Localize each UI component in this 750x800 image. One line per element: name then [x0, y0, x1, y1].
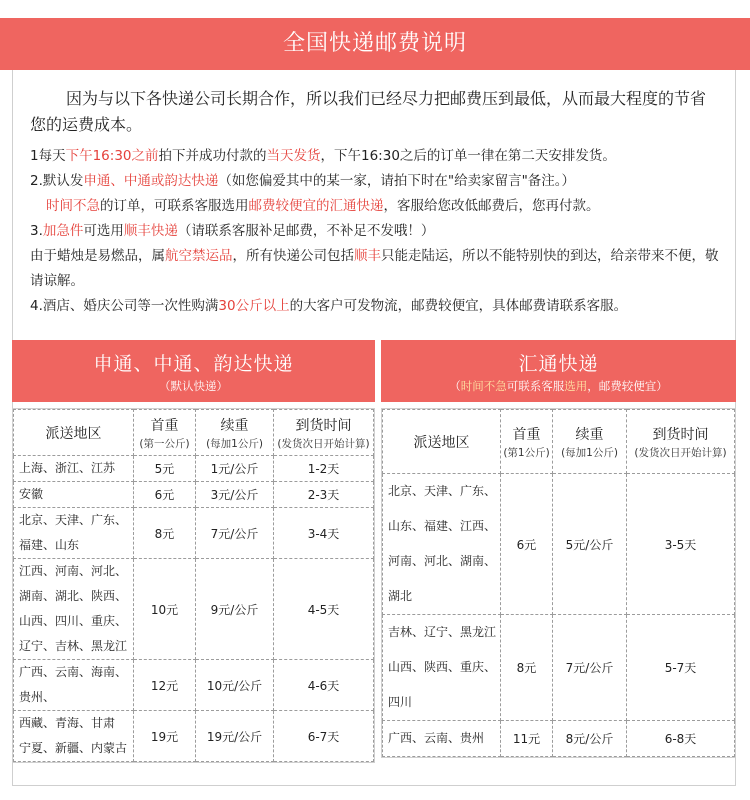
right-cell-time: 3-5天: [627, 474, 735, 615]
right-rate-table: [382, 409, 735, 757]
table-row: [383, 615, 735, 721]
area-line: 山东、福建、江西、: [388, 519, 497, 533]
left-cell-first: 8元: [134, 508, 196, 559]
rule-2b: [30, 194, 730, 219]
area-line: 四川: [388, 695, 413, 709]
table-row: [14, 559, 374, 660]
table-row: [383, 474, 735, 615]
left-cell-time: 1-2天: [274, 456, 374, 482]
left-section-subtitle: （默认快递）: [159, 379, 228, 393]
intro-paragraph: [30, 86, 720, 138]
rule-3-highlight-sf: 顺丰快递: [123, 223, 178, 239]
rule-1: [30, 144, 730, 169]
rule-1-text-e: ，下午16:30之后的订单一律在第二天安排发货。: [320, 148, 616, 164]
right-cell-time: 6-8天: [627, 721, 735, 757]
left-cell-area: [14, 508, 134, 559]
left-header-time-sub: (发货次日开始计算): [277, 437, 370, 450]
intro-text: 因为与以下各快递公司长期合作，所以我们已经尽力把邮费压到最低，从而最大程度的节省您的运费成本。: [30, 89, 707, 134]
left-cell-time: 6-7天: [274, 711, 374, 762]
left-header-cont-label: 续重: [220, 417, 249, 434]
left-cell-time: 4-6天: [274, 660, 374, 711]
rule-2-text-a: 2.默认发: [30, 173, 84, 189]
right-section-header: [381, 340, 736, 402]
left-header-first-sub: (第一公斤): [139, 437, 190, 450]
left-cell-area: [14, 711, 134, 762]
left-header-time-label: 到货时间: [295, 417, 352, 434]
left-cell-area: [14, 660, 134, 711]
left-header-area: 派送地区: [14, 410, 134, 456]
right-cell-first: 8元: [501, 615, 553, 721]
right-header-cont-sub: (每加1公斤): [561, 446, 618, 459]
area-line: 湖南、湖北、陕西、: [19, 589, 128, 603]
area-line: 河南、河北、湖南、: [388, 554, 497, 568]
rule-3b-text-e: 只能走陆运，所以不能特别快的到达，给亲带来不便，敬请谅解。: [30, 248, 719, 289]
area-line: 上海、浙江、江苏: [19, 461, 116, 475]
right-cell-first: 6元: [501, 474, 553, 615]
area-line: 北京、天津、广东、: [388, 484, 497, 498]
right-cell-cont: 8元/公斤: [553, 721, 627, 757]
table-row: [14, 482, 374, 508]
left-header-cont-sub: (每加1公斤): [206, 437, 263, 450]
area-line: 广西、云南、海南、: [19, 665, 128, 679]
right-cell-time: 5-7天: [627, 615, 735, 721]
right-rate-table-wrap: [381, 408, 736, 758]
area-line: 吉林、辽宁、黑龙江: [388, 625, 497, 639]
right-header-first: [501, 410, 553, 474]
right-header-first-label: 首重: [512, 426, 541, 443]
rule-3b-highlight-air-ban: 航空禁运品: [165, 248, 233, 264]
right-cell-first: 11元: [501, 721, 553, 757]
area-line: 辽宁、吉林、黑龙江: [19, 639, 128, 653]
left-cell-first: 19元: [134, 711, 196, 762]
left-header-first-label: 首重: [150, 417, 179, 434]
right-subtitle-e: ，邮费较便宜）: [587, 379, 668, 393]
left-rate-table: [13, 409, 374, 762]
table-row: [14, 660, 374, 711]
rule-4-text-a: 4.酒店、婚庆公司等一次性购满: [30, 298, 219, 314]
area-line: 安徽: [19, 487, 44, 501]
rule-2b-text-d: ，客服给您改低邮费后，您再付款。: [383, 198, 600, 214]
rule-2: [30, 169, 730, 194]
left-cell-time: 3-4天: [274, 508, 374, 559]
area-line: 贵州、: [19, 690, 56, 704]
left-cell-area: [14, 456, 134, 482]
rule-4-highlight-30kg: 30公斤以上: [218, 298, 290, 314]
left-header-cont: [196, 410, 274, 456]
left-cell-time: 4-5天: [274, 559, 374, 660]
area-line: 湖北: [388, 589, 413, 603]
rule-1-highlight-cutoff: 下午16:30之前: [65, 148, 159, 164]
rule-3-text-c: 可选用: [83, 223, 124, 239]
right-cell-area: [383, 615, 501, 721]
page-title: 全国快递邮费说明: [282, 31, 467, 56]
left-rate-table-body: [14, 456, 374, 762]
rule-3: [30, 219, 730, 244]
left-cell-time: 2-3天: [274, 482, 374, 508]
left-cell-area: [14, 482, 134, 508]
left-cell-cont: 3元/公斤: [196, 482, 274, 508]
area-line: 广西、云南、贵州: [388, 731, 485, 745]
area-line: 山西、陕西、重庆、: [388, 660, 497, 674]
rule-3-text-e: （请联系客服补足邮费，不补足不发哦！）: [177, 223, 435, 239]
rule-2b-highlight-not-urgent: 时间不急: [46, 198, 100, 214]
left-section-title: 申通、中通、韵达快递: [93, 353, 294, 375]
left-cell-area: [14, 559, 134, 660]
left-cell-first: 12元: [134, 660, 196, 711]
left-cell-first: 5元: [134, 456, 196, 482]
rule-2-highlight-couriers: 申通、中通或韵达快递: [83, 173, 219, 189]
right-header-cont-label: 续重: [575, 426, 604, 443]
area-line: 福建、山东: [19, 538, 80, 552]
area-line: 北京、天津、广东、: [19, 513, 128, 527]
rule-2b-text-b: 的订单，可联系客服选用: [100, 198, 249, 214]
rule-4-text-c: 的大客户可发物流，邮费较便宜，具体邮费请联系客服。: [289, 298, 628, 314]
right-subtitle-b: 时间不急: [460, 379, 507, 393]
left-cell-cont: 9元/公斤: [196, 559, 274, 660]
right-header-time-label: 到货时间: [652, 426, 709, 443]
rule-2-text-c: （如您偏爱其中的某一家，请拍下时在"给卖家留言"备注。）: [218, 173, 576, 189]
area-line: 江西、河南、河北、: [19, 564, 128, 578]
area-line: 山西、四川、重庆、: [19, 614, 128, 628]
left-header-first: [134, 410, 196, 456]
left-cell-cont: 7元/公斤: [196, 508, 274, 559]
left-cell-cont: 10元/公斤: [196, 660, 274, 711]
rule-3b-text-c: ，所有快递公司包括: [232, 248, 354, 264]
area-line: 宁夏、新疆、内蒙古: [19, 741, 128, 755]
right-subtitle-a: （: [449, 379, 461, 393]
table-row: [14, 508, 374, 559]
left-cell-first: 6元: [134, 482, 196, 508]
right-subtitle-d: 选用: [564, 379, 588, 393]
left-cell-first: 10元: [134, 559, 196, 660]
rule-4: [30, 294, 730, 319]
rule-3b: [30, 244, 730, 294]
rule-1-highlight-same-day: 当天发货: [266, 148, 321, 164]
area-line: 西藏、青海、甘肃: [19, 716, 116, 730]
left-rate-table-wrap: [12, 408, 375, 763]
right-subtitle-c: 可联系客服: [506, 379, 565, 393]
rule-2b-highlight-huitong: 邮费较便宜的汇通快递: [248, 198, 384, 214]
right-header-time: [627, 410, 735, 474]
right-header-cont: [553, 410, 627, 474]
left-cell-cont: 1元/公斤: [196, 456, 274, 482]
right-header-first-sub: (第1公斤): [503, 446, 550, 459]
right-section-title: 汇通快递: [518, 353, 599, 375]
right-cell-area: [383, 721, 501, 757]
shipping-rules: [30, 144, 730, 319]
rule-1-text-c: 拍下并成功付款的: [158, 148, 267, 164]
right-cell-cont: 7元/公斤: [553, 615, 627, 721]
left-cell-cont: 19元/公斤: [196, 711, 274, 762]
rule-3-highlight-urgent: 加急件: [42, 223, 84, 239]
table-row: [14, 456, 374, 482]
table-row: [383, 721, 735, 757]
left-header-time: [274, 410, 374, 456]
rule-1-text-a: 1每天: [30, 148, 66, 164]
right-cell-cont: 5元/公斤: [553, 474, 627, 615]
right-header-time-sub: (发货次日开始计算): [634, 446, 727, 459]
rule-3b-highlight-sf: 顺丰: [354, 248, 381, 264]
right-cell-area: [383, 474, 501, 615]
right-header-area: 派送地区: [383, 410, 501, 474]
right-section-subtitle: [381, 378, 736, 394]
right-rate-table-body: [383, 474, 735, 757]
rule-3-text-a: 3.: [30, 223, 43, 239]
left-section-header: [12, 340, 375, 402]
rule-3b-text-a: 由于蜡烛是易燃品，属: [30, 248, 165, 264]
table-row: [14, 711, 374, 762]
